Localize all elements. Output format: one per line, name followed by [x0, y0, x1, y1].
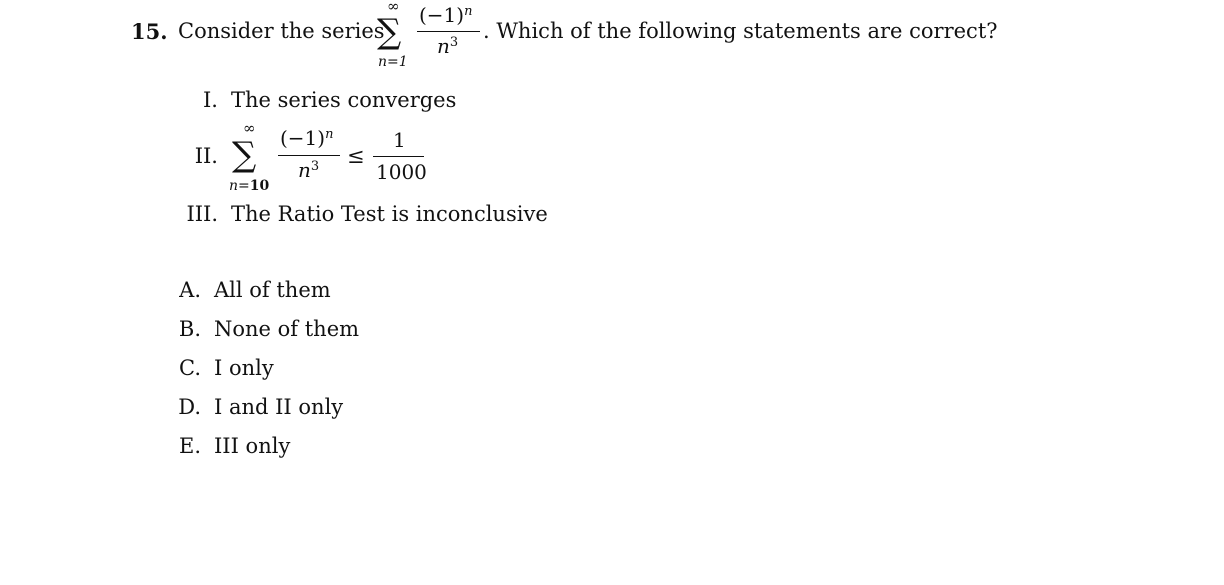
- sum-upper-limit: ∞: [243, 119, 256, 137]
- statement-numeral: I.: [203, 88, 218, 112]
- sum-fraction-bar: [278, 155, 340, 156]
- choice-text: None of them: [214, 317, 360, 341]
- choice-letter: E.: [178, 434, 201, 458]
- series-numerator: $(-1)^n$: [419, 3, 473, 27]
- sum-lower-limit: n=10: [229, 178, 270, 194]
- statement-numeral: III.: [186, 202, 218, 226]
- series-upper-limit: ∞: [387, 0, 400, 15]
- rhs-fraction-bar: [373, 156, 424, 157]
- choice-text: All of them: [214, 278, 331, 302]
- summation-symbol: ∑: [232, 135, 257, 175]
- sum-numerator: $(-1)^n$: [280, 126, 334, 150]
- question-tail-text: . Which of the following statements are correct?: [483, 19, 998, 43]
- statement-numeral: II.: [194, 144, 218, 168]
- statement-text: The series converges: [231, 88, 457, 112]
- choice-letter: A.: [179, 278, 201, 302]
- question-lead-text: Consider the series: [178, 19, 385, 43]
- choice-text: III only: [214, 434, 291, 458]
- rhs-numerator: 1: [393, 128, 406, 152]
- choice-letter: D.: [178, 395, 201, 419]
- choice-letter: C.: [179, 356, 201, 380]
- choice-text: I and II only: [214, 395, 344, 419]
- statement-text: The Ratio Test is inconclusive: [231, 202, 548, 226]
- relation-symbol: ≤: [347, 144, 365, 168]
- summation-symbol: ∑: [377, 12, 402, 52]
- series-fraction-bar: [417, 31, 480, 32]
- series-denominator: $n^3$: [437, 34, 459, 58]
- choice-letter: B.: [178, 317, 201, 341]
- choice-text: I only: [214, 356, 274, 380]
- rhs-denominator: 1000: [376, 160, 427, 184]
- series-lower-limit: n=1: [378, 54, 408, 70]
- sum-denominator: $n^3$: [298, 158, 320, 182]
- question-number: 15.: [131, 19, 168, 44]
